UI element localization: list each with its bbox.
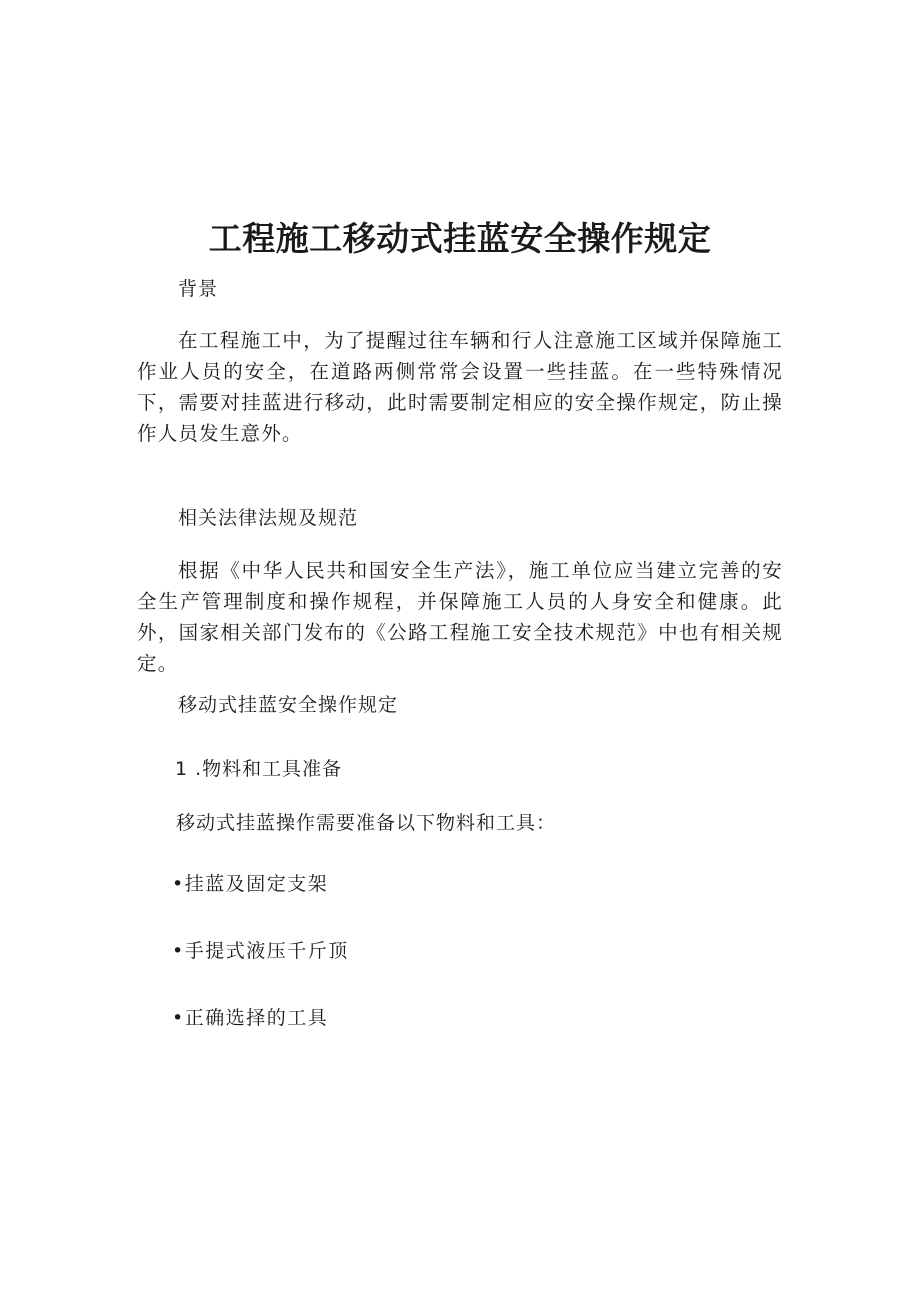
background-paragraph: 在工程施工中，为了提醒过往车辆和行人注意施工区域并保障施工作业人员的安全，在道路两侧常常会设置一些挂蓝。在一些特殊情况下，需要对挂蓝进行移动，此时需要制定相应的安全操作规定，防止操作人员发生意外。 — [137, 329, 783, 445]
document-title: 工程施工移动式挂蓝安全操作规定 — [208, 219, 712, 258]
rules-heading: 移动式挂蓝安全操作规定 — [178, 694, 399, 716]
item1-heading: 1 .物料和工具准备 — [175, 758, 343, 780]
list-item: •挂蓝及固定支架 — [172, 873, 329, 895]
laws-heading: 相关法律法规及规范 — [178, 507, 359, 529]
list-item: •正确选择的工具 — [172, 1007, 329, 1029]
list-item: •手提式液压千斤顶 — [172, 940, 349, 962]
background-heading: 背景 — [178, 278, 219, 300]
laws-paragraph: 根据《中华人民共和国安全生产法》，施工单位应当建立完善的安全生产管理制度和操作规程，并保障施工人员的人身安全和健康。此外，国家相关部门发布的《公路工程施工安全技术规范》中也有相关规定。 — [137, 559, 783, 675]
item1-intro: 移动式挂蓝操作需要准备以下物料和工具： — [176, 812, 557, 834]
